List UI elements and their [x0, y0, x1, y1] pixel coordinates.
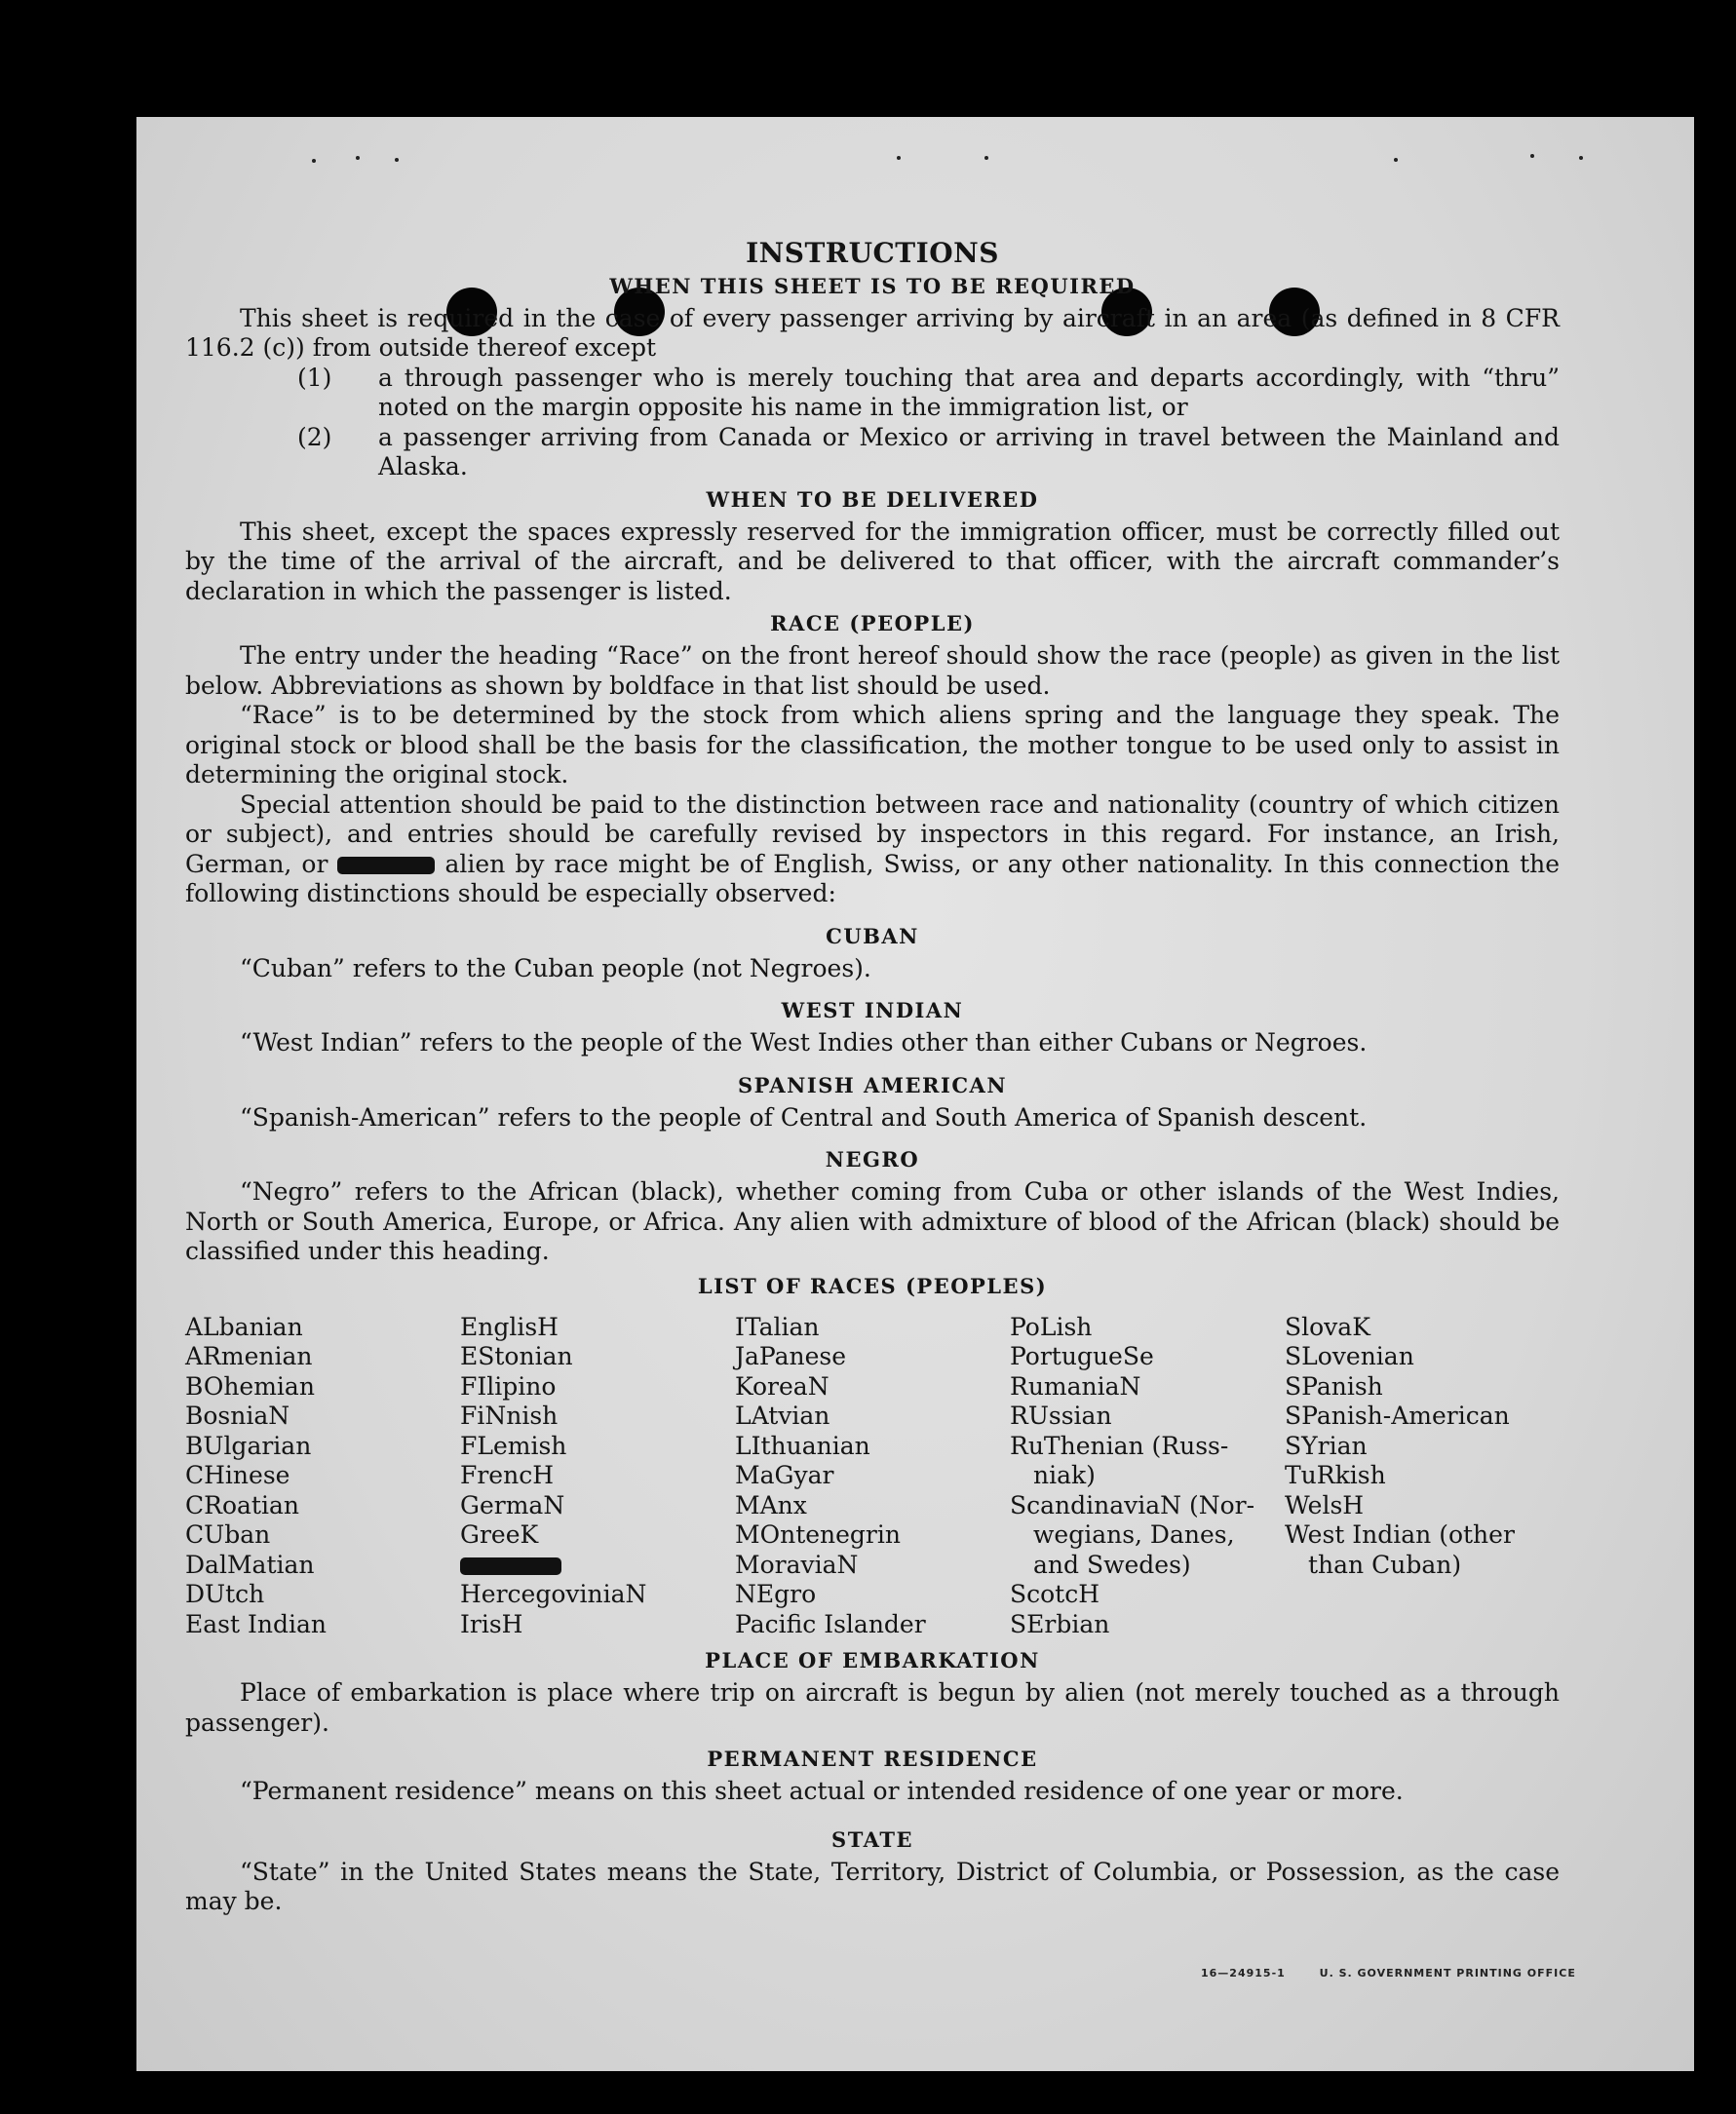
paragraph: “Race” is to be determined by the stock from which aliens spring and the language they speak. The original stock or blood shall be the basis for the classification, the mother tongue to be used only to assist in determining the original stock. — [185, 701, 1560, 788]
race-entry: Pacific Islander — [735, 1609, 926, 1638]
race-entry: DalMatian — [185, 1550, 315, 1579]
races-column-2 — [460, 1313, 735, 1640]
redaction-mark — [460, 1557, 561, 1575]
race-entry: LAtvian — [735, 1402, 830, 1430]
paragraph: “Permanent residence” means on this sheet actual or intended residence of one year or more. — [240, 1777, 1404, 1805]
race-entry: SErbian — [1010, 1609, 1110, 1638]
paragraph: The entry under the heading “Race” on the front hereof should show the race (people) as given in the list below. Abbreviations as shown by boldface in that list should be used. — [185, 641, 1560, 700]
race-entry: WelsH — [1285, 1490, 1365, 1519]
race-entry: DUtch — [185, 1580, 265, 1608]
section-heading: WHEN THIS SHEET IS TO BE REQUIRED — [609, 273, 1136, 298]
speck — [1394, 158, 1398, 162]
race-entry: MoraviaN — [735, 1550, 859, 1579]
section-heading: WHEN TO BE DELIVERED — [706, 486, 1039, 512]
speck — [312, 159, 316, 163]
speck — [395, 158, 399, 162]
race-entry: PortugueSe — [1010, 1342, 1154, 1370]
race-entry: ScandinaviaN (Nor- — [1010, 1490, 1255, 1519]
race-entry: SlovaK — [1285, 1312, 1370, 1341]
item-number: (1) — [297, 363, 332, 392]
races-column-3 — [735, 1313, 1010, 1640]
section-heading: LIST OF RACES (PEOPLES) — [697, 1273, 1048, 1298]
paragraph-part: Special attention should be paid to the distinction between race and nationality (country of which citizen or subject), and entries should be carefully revised by inspectors in this regard. For instance, an Irish, German, or — [185, 789, 1560, 878]
race-entry: SPanish-American — [1285, 1402, 1510, 1430]
race-entry-continued: and Swedes) — [1033, 1550, 1191, 1579]
race-entry: MaGyar — [735, 1461, 834, 1489]
race-entry: BOhemian — [185, 1371, 315, 1401]
speck — [984, 156, 988, 160]
race-entry: KoreaN — [735, 1371, 829, 1401]
race-entry: RuThenian (Russ- — [1010, 1431, 1229, 1460]
race-entry: BosniaN — [185, 1402, 290, 1430]
item-text: a through passenger who is merely touching that area and departs accordingly, with “thru” noted on the margin opposite his name in the immigration list, or — [378, 363, 1560, 421]
race-entry: LIthuanian — [735, 1431, 870, 1460]
race-entry: CUban — [185, 1520, 271, 1549]
printer-imprint — [1201, 1967, 1576, 1979]
race-entry: ALbanian — [185, 1312, 303, 1341]
instructions-content — [185, 234, 1560, 1917]
race-entry: TuRkish — [1285, 1461, 1386, 1489]
paragraph: This sheet, except the spaces expressly reserved for the immigration officer, must be correctly filled out by the time of the arrival of the aircraft, and be delivered to that officer, with the aircraft commander’s declaration in which the passenger is listed. — [185, 517, 1560, 605]
list-item — [185, 423, 1560, 482]
section-heading: PERMANENT RESIDENCE — [707, 1747, 1038, 1771]
race-entry: GreeK — [460, 1520, 539, 1549]
race-entry: East Indian — [185, 1609, 327, 1638]
race-entry: RUssian — [1010, 1402, 1112, 1430]
race-entry-continued: niak) — [1033, 1461, 1096, 1489]
race-entry: ScotcH — [1010, 1580, 1100, 1608]
race-entry: ITalian — [735, 1312, 820, 1341]
section-heading: WEST INDIAN — [781, 998, 964, 1022]
paragraph: “Cuban” refers to the Cuban people (not Negroes). — [240, 953, 871, 982]
race-entry: SPanish — [1285, 1371, 1383, 1401]
races-column-4 — [1010, 1313, 1285, 1640]
race-entry: IrisH — [460, 1609, 523, 1638]
race-entry: FrencH — [460, 1461, 554, 1489]
section-heading: PLACE OF EMBARKATION — [705, 1648, 1040, 1672]
race-entry: SLovenian — [1285, 1342, 1414, 1370]
race-entry-redacted — [460, 1551, 735, 1581]
race-entry: EnglisH — [460, 1312, 559, 1341]
paragraph: “State” in the United States means the State, Territory, District of Columbia, or Possession, as the case may be. — [185, 1857, 1560, 1915]
printer-name: U. S. GOVERNMENT PRINTING OFFICE — [1319, 1967, 1576, 1979]
speck — [1579, 156, 1583, 160]
speck — [897, 156, 901, 160]
item-number: (2) — [297, 422, 332, 451]
race-entry: MAnx — [735, 1490, 807, 1519]
races-column-5 — [1285, 1313, 1560, 1640]
race-entry: JaPanese — [735, 1342, 847, 1370]
paragraph: “West Indian” refers to the people of the West Indies other than either Cubans or Negroes. — [240, 1028, 1368, 1057]
paragraph — [185, 790, 1560, 909]
section-heading: STATE — [831, 1826, 913, 1852]
race-entry: FLemish — [460, 1431, 567, 1460]
item-text: a passenger arriving from Canada or Mexico or arriving in travel between the Mainland and Alaska. — [378, 422, 1560, 480]
race-entry: RumaniaN — [1010, 1371, 1141, 1401]
page-title: INSTRUCTIONS — [746, 237, 999, 269]
section-heading: SPANISH AMERICAN — [737, 1072, 1008, 1097]
race-entry-continued: than Cuban) — [1308, 1550, 1462, 1579]
race-entry: GermaN — [460, 1490, 565, 1519]
race-entry: EStonian — [460, 1342, 573, 1370]
races-column-1 — [185, 1313, 460, 1640]
form-code: 16—24915-1 — [1201, 1967, 1286, 1979]
race-entry: ARmenian — [185, 1342, 313, 1370]
race-entry: MOntenegrin — [735, 1520, 901, 1549]
paragraph: Place of embarkation is place where trip on aircraft is begun by alien (not merely touched as a through passenger). — [185, 1678, 1560, 1737]
paragraph: “Spanish-American” refers to the people of Central and South America of Spanish descent. — [240, 1102, 1368, 1132]
race-entry: FIlipino — [460, 1371, 557, 1401]
speck — [1530, 154, 1534, 158]
paragraph-part: alien by race might be of English, Swiss, or any other nationality. In this connection the following distinctions should be especially observed: — [185, 849, 1561, 907]
race-entry: FiNnish — [460, 1402, 559, 1430]
race-entry: West Indian (other — [1285, 1520, 1515, 1549]
race-entry-continued: wegians, Danes, — [1033, 1520, 1235, 1549]
paragraph: This sheet is required in the case of every passenger arriving by aircraft in an area (as defined in 8 CFR 116.2 (c)) from outside thereof except — [185, 303, 1560, 362]
section-heading: RACE (PEOPLE) — [770, 611, 975, 635]
race-entry: BUlgarian — [185, 1431, 312, 1460]
race-entry: PoLish — [1010, 1312, 1093, 1341]
section-heading: NEGRO — [825, 1147, 920, 1172]
race-entry: SYrian — [1285, 1431, 1368, 1460]
races-list — [185, 1313, 1560, 1640]
paragraph: “Negro” refers to the African (black), whether coming from Cuba or other islands of the West Indies, North or South America, Europe, or Africa. Any alien with admixture of blood of the African (black) should be classified under this heading. — [185, 1177, 1560, 1265]
list-item — [185, 364, 1560, 423]
race-entry: CRoatian — [185, 1490, 299, 1519]
race-entry: HercegoviniaN — [460, 1580, 647, 1608]
race-entry: CHinese — [185, 1461, 290, 1489]
redaction-mark — [337, 857, 435, 874]
speck — [356, 156, 360, 160]
race-entry: NEgro — [735, 1580, 817, 1608]
section-heading: CUBAN — [826, 923, 919, 948]
